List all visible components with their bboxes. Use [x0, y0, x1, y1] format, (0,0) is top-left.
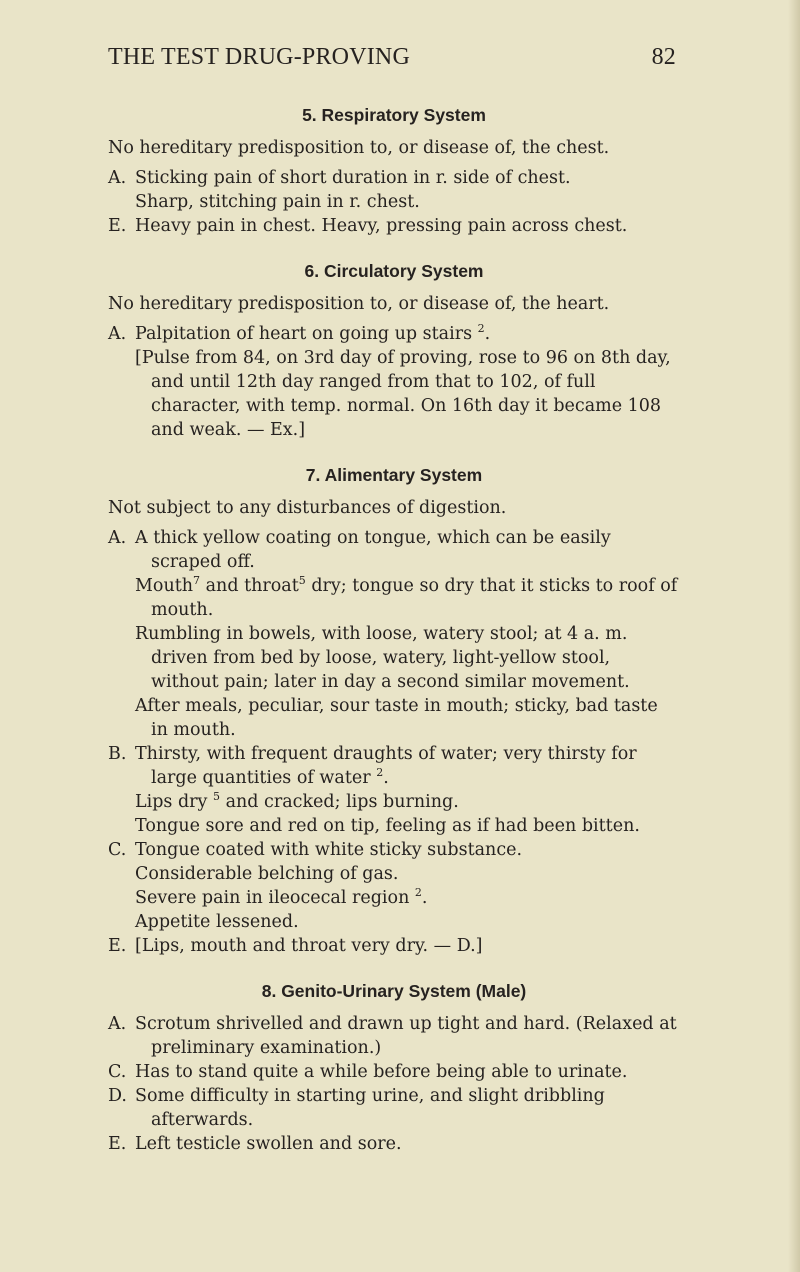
symptom-line: After meals, peculiar, sour taste in mouth; sticky, bad taste in mouth.: [135, 696, 658, 740]
footnote-ref: 2: [414, 886, 422, 900]
footnote-ref: 7: [193, 574, 201, 588]
symptom-line: Lips dry $^5$ and cracked; lips burning.: [135, 790, 459, 812]
prover-letter: A.: [108, 168, 127, 188]
prover-letter: A.: [108, 1014, 127, 1034]
symptom-entry: [108, 166, 680, 214]
footnote-ref: 5: [213, 790, 220, 804]
symptom-entry: [108, 934, 680, 958]
prover-letter: E.: [108, 216, 127, 236]
running-head-title: THE TEST DRUG-PROVING: [108, 44, 410, 70]
footnote-ref: 2: [477, 322, 485, 336]
symptom-line: Tongue coated with white sticky substance.: [135, 840, 523, 860]
symptom-line: Some difficulty in starting urine, and slight dribbling afterwards.: [135, 1086, 605, 1130]
section-intro: No hereditary predisposition to, or disease of, the heart.: [108, 294, 610, 314]
prover-letter: E.: [108, 936, 127, 956]
symptom-line: Mouth$^7$ and throat$^5$ dry; tongue so dry that it sticks to roof of mouth.: [135, 574, 678, 620]
symptom-entry: [108, 214, 680, 238]
symptom-entry: [108, 742, 680, 838]
symptom-line: Palpitation of heart on going up stairs $^2$.: [135, 322, 491, 344]
symptom-entry: [108, 1084, 680, 1132]
symptom-entry: [108, 838, 680, 934]
symptom-line: [Lips, mouth and throat very dry. — D.]: [135, 936, 483, 956]
symptom-line: Sticking pain of short duration in r. side of chest.: [135, 168, 571, 188]
prover-letter: E.: [108, 1134, 127, 1154]
page-edge-shadow: [788, 0, 800, 1272]
symptom-entry: [108, 1060, 680, 1084]
prover-letter: C.: [108, 1062, 127, 1082]
prover-letter: D.: [108, 1086, 127, 1106]
symptom-line: A thick yellow coating on tongue, which can be easily scraped off.: [135, 528, 611, 572]
section-intro: Not subject to any disturbances of digestion.: [108, 498, 507, 518]
symptom-line: Heavy pain in chest. Heavy, pressing pain across chest.: [135, 216, 628, 236]
footnote-ref: 2: [376, 766, 384, 780]
symptom-line: Severe pain in ileocecal region $^2$.: [135, 886, 428, 908]
symptom-line: Has to stand quite a while before being able to urinate.: [135, 1062, 628, 1082]
section-title-respiratory: 5. Respiratory System: [302, 105, 486, 125]
symptom-line: [Pulse from 84, on 3rd day of proving, rose to 96 on 8th day, and until 12th day ranged from that to 102, of full character, with temp. normal. On 16th day it became 108 and weak. — Ex.]: [135, 348, 671, 440]
symptom-line: Appetite lessened.: [135, 912, 299, 932]
page-number: 82: [651, 44, 676, 70]
section-title-circulatory: 6. Circulatory System: [304, 261, 484, 281]
symptom-line: Thirsty, with frequent draughts of water; very thirsty for large quantities of water $^2$.: [135, 744, 637, 788]
section-intro: No hereditary predisposition to, or disease of, the chest.: [108, 138, 610, 158]
symptom-line: Left testicle swollen and sore.: [135, 1134, 402, 1154]
symptom-line: Tongue sore and red on tip, feeling as if had been bitten.: [135, 816, 640, 836]
symptom-line: Sharp, stitching pain in r. chest.: [135, 192, 420, 212]
prover-letter: A.: [108, 324, 127, 344]
prover-letter: B.: [108, 744, 127, 764]
prover-letter: A.: [108, 528, 127, 548]
symptom-entry: [108, 322, 680, 442]
prover-letter: C.: [108, 840, 127, 860]
footnote-ref: 5: [298, 574, 306, 588]
page-body: [108, 104, 680, 1156]
section-title-genito-urinary: 8. Genito-Urinary System (Male): [261, 981, 527, 1001]
symptom-entry: [108, 526, 680, 742]
symptom-line: Scrotum shrivelled and drawn up tight and hard. (Relaxed at preliminary examination.): [135, 1014, 677, 1058]
symptom-entry: [108, 1012, 680, 1060]
running-head: [108, 44, 676, 71]
section-title-alimentary: 7. Alimentary System: [305, 465, 483, 485]
symptom-entry: [108, 1132, 680, 1156]
symptom-line: Considerable belching of gas.: [135, 864, 399, 884]
symptom-line: Rumbling in bowels, with loose, watery stool; at 4 a. m. driven from bed by loose, watery, light-yellow stool, without pain; later in day a second similar movement.: [135, 624, 630, 692]
